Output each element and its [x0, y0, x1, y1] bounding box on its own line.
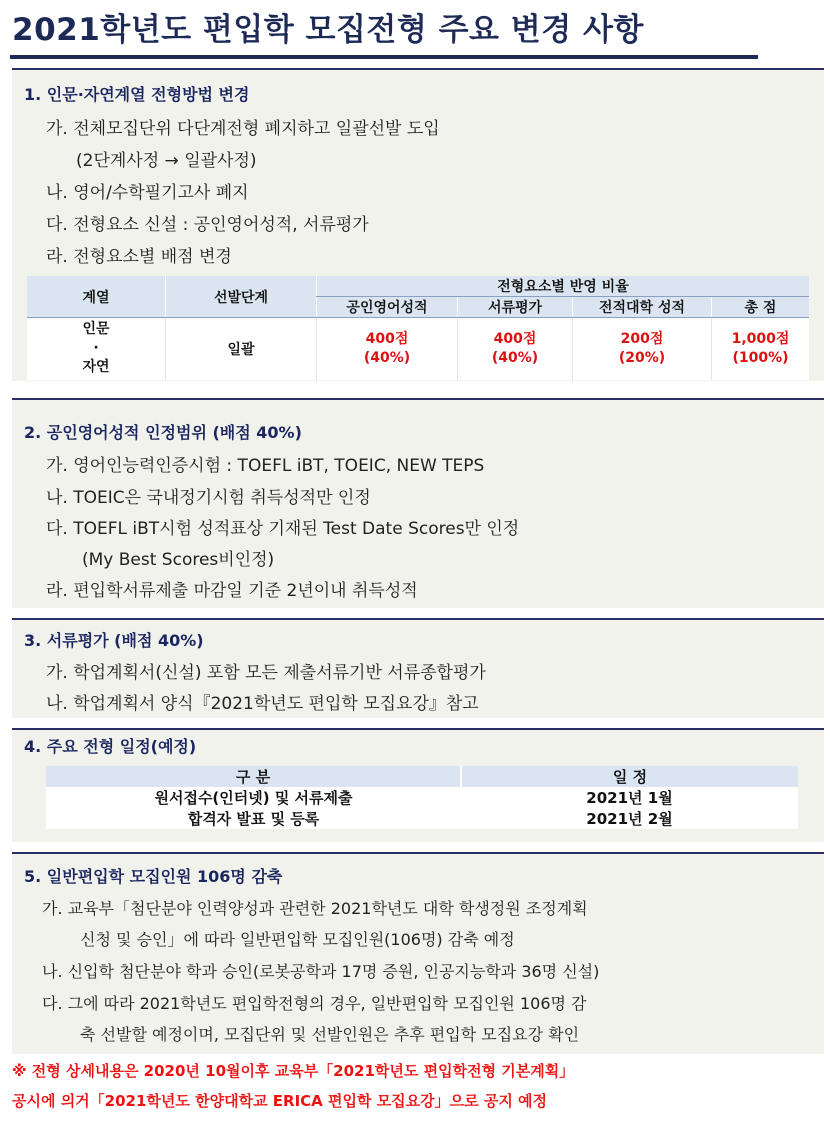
score-percent: (40%)	[491, 349, 539, 366]
section-5-line: 신청 및 승인」에 따라 일반편입학 모집인원(106명) 감축 예정	[80, 930, 515, 949]
section-2-heading: 2. 공인영어성적 인정범위 (배점 40%)	[24, 423, 302, 442]
score-value: 1,000점	[731, 330, 790, 347]
schedule-date: 2021년 2월	[586, 810, 673, 828]
section-2-line: (My Best Scores비인정)	[82, 550, 275, 570]
score-percent: (40%)	[363, 349, 411, 366]
col-field-header: 계열	[27, 276, 166, 318]
section-5-line: 나. 신입학 첨단분야 학과 승인(로봇공학과 17명 증원, 인공지능학과 36명 신설)	[42, 962, 600, 981]
score-value: 400점	[365, 330, 409, 347]
score-ratio-table	[27, 276, 809, 380]
sub-header: 공인영어성적	[317, 297, 458, 318]
col-group-header: 전형요소별 반영 비율	[317, 276, 810, 297]
schedule-date-header: 일 정	[461, 766, 798, 787]
col-stage-header: 선발단계	[166, 276, 317, 318]
transcript-score-cell	[573, 318, 712, 380]
section-1-line: 다. 전형요소 신설 : 공인영어성적, 서류평가	[46, 215, 369, 235]
schedule-table	[46, 766, 798, 829]
section-1-line: 라. 전형요소별 배점 변경	[46, 247, 232, 267]
section-1-heading: 1. 인문·자연계열 전형방법 변경	[24, 85, 250, 104]
footnote-line-1: ※ 전형 상세내용은 2020년 10월이후 교육부「2021학년도 편입학전형 기본계획」	[12, 1062, 575, 1080]
schedule-item-header: 구 분	[46, 766, 461, 787]
section-2-line: 나. TOEIC은 국내정기시험 취득성적만 인정	[46, 488, 371, 508]
title-underline	[10, 55, 758, 59]
stage-cell: 일괄	[166, 318, 317, 380]
section-1-line: 나. 영어/수학필기고사 폐지	[46, 183, 249, 203]
section-5-line: 가. 교육부「첨단분야 인력양성과 관련한 2021학년도 대학 학생정원 조정계획	[42, 899, 588, 918]
english-score-cell	[317, 318, 458, 380]
section-4-heading: 4. 주요 전형 일정(예정)	[24, 737, 197, 756]
page-title: 2021학년도 편입학 모집전형 주요 변경 사항	[12, 12, 644, 48]
section-3-line: 나. 학업계획서 양식『2021학년도 편입학 모집요강』참고	[46, 694, 479, 714]
section-3-line: 가. 학업계획서(신설) 포함 모든 제출서류기반 서류종합평가	[46, 663, 486, 683]
section-2-line: 라. 편입학서류제출 마감일 기준 2년이내 취득성적	[46, 581, 418, 601]
field-cell	[27, 318, 166, 380]
score-value: 200점	[620, 330, 664, 347]
score-percent: (100%)	[732, 349, 789, 366]
section-1-line: 가. 전체모집단위 다단계전형 폐지하고 일괄선발 도입	[46, 119, 440, 139]
field-line: 자연	[82, 359, 110, 376]
section-1-line: (2단계사정 → 일괄사정)	[76, 151, 257, 171]
section-2-line: 다. TOEFL iBT시험 성적표상 기재된 Test Date Scores만 인정	[46, 519, 520, 539]
section-5-line: 다. 그에 따라 2021학년도 편입학전형의 경우, 일반편입학 모집인원 106명 감	[42, 994, 587, 1013]
schedule-item: 합격자 발표 및 등록	[187, 810, 320, 828]
score-value: 400점	[493, 330, 537, 347]
section-3	[12, 620, 824, 718]
sub-header: 총 점	[712, 297, 810, 318]
field-line: ·	[93, 340, 99, 357]
section-1	[12, 70, 824, 381]
section-5	[12, 854, 824, 1054]
section-5-heading: 5. 일반편입학 모집인원 106명 감축	[24, 867, 283, 886]
schedule-item: 원서접수(인터넷) 및 서류제출	[154, 789, 353, 807]
total-score-cell	[712, 318, 810, 380]
score-percent: (20%)	[618, 349, 666, 366]
document-score-cell	[458, 318, 573, 380]
sub-header: 서류평가	[458, 297, 573, 318]
section-3-heading: 3. 서류평가 (배점 40%)	[24, 631, 204, 650]
schedule-date: 2021년 1월	[586, 789, 673, 807]
sub-header: 전적대학 성적	[573, 297, 712, 318]
section-2	[12, 400, 824, 608]
section-4	[12, 730, 824, 842]
field-line: 인문	[82, 321, 110, 338]
footnote-line-2: 공시에 의거「2021학년도 한양대학교 ERICA 편입학 모집요강」으로 공지 예정	[12, 1092, 548, 1110]
section-2-line: 가. 영어인능력인증시험 : TOEFL iBT, TOEIC, NEW TEPS	[46, 456, 485, 476]
section-5-line: 축 선발할 예정이며, 모집단위 및 선발인원은 추후 편입학 모집요강 확인	[80, 1025, 580, 1044]
